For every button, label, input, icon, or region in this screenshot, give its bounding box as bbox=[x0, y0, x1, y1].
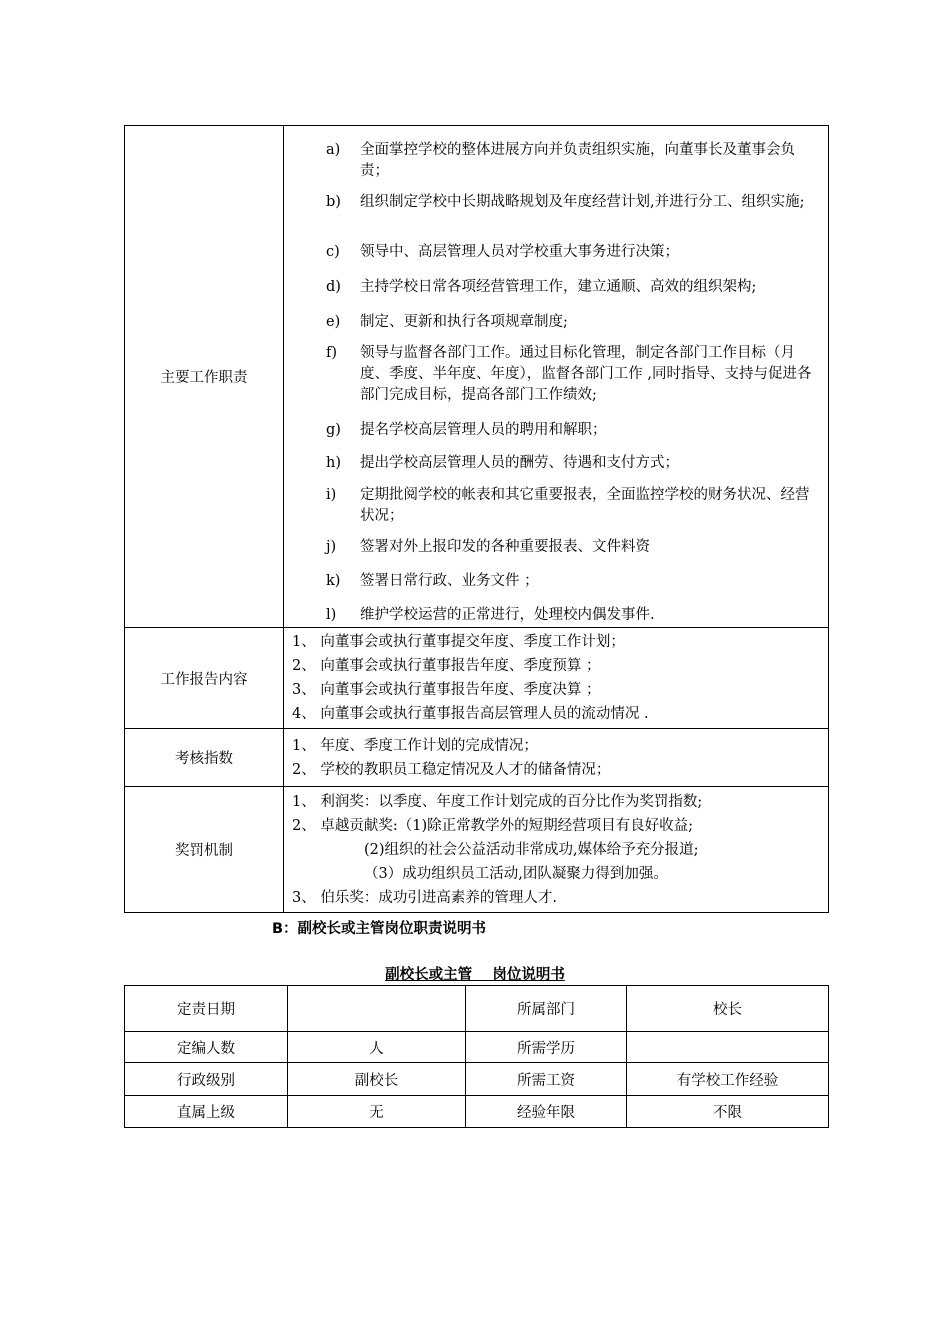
report-line: 4、 向董事会或执行董事报告高层管理人员的流动情况 . bbox=[292, 706, 649, 722]
reward-line: 2、 卓越贡献奖:（1)除正常教学外的短期经营项目有良好收益; bbox=[292, 817, 693, 834]
info-cell: 所属部门 bbox=[466, 986, 627, 1032]
info-cell: 经验年限 bbox=[466, 1096, 627, 1128]
info-cell: 定责日期 bbox=[125, 986, 288, 1032]
reward-label: 奖罚机制 bbox=[125, 787, 284, 913]
duties-label: 主要工作职责 bbox=[125, 126, 284, 628]
duty-item: h) 提出学校高层管理人员的酬劳、待遇和支付方式； bbox=[326, 455, 679, 471]
report-cell bbox=[284, 628, 829, 729]
section-title: B：副校长或主管岗位职责说明书 bbox=[272, 921, 487, 937]
info-cell: 直属上级 bbox=[125, 1096, 288, 1128]
reward-line: （3）成功组织员工活动,团队凝聚力得到加强。 bbox=[364, 865, 668, 882]
info-cell: 副校长 bbox=[288, 1063, 466, 1096]
duty-item: d) 主持学校日常各项经营管理工作，建立通顺、高效的组织架构; bbox=[326, 279, 757, 295]
duty-item: k) 签署日常行政、业务文件 ； bbox=[326, 573, 539, 589]
table-title: 副校长或主管 岗位说明书 bbox=[385, 967, 565, 983]
duty-item: i) 定期批阅学校的帐表和其它重要报表，全面监控学校的财务状况、经营状况； bbox=[326, 487, 810, 524]
info-cell: 定编人数 bbox=[125, 1032, 288, 1063]
report-label: 工作报告内容 bbox=[125, 628, 284, 729]
info-cell bbox=[288, 986, 466, 1032]
reward-line: 1、 利润奖：以季度、年度工作计划完成的百分比作为奖罚指数; bbox=[292, 793, 703, 810]
assess-cell bbox=[284, 729, 829, 787]
report-line: 3、 向董事会或执行董事报告年度、季度决算 ； bbox=[292, 682, 601, 698]
duty-item: b) 组织制定学校中长期战略规划及年度经营计划,并进行分工、组织实施; bbox=[326, 194, 805, 210]
reward-cell bbox=[284, 787, 829, 913]
duty-item: a) 全面掌控学校的整体进展方向并负责组织实施，向董事长及董事会负责； bbox=[326, 142, 795, 179]
reward-line: 3、 伯乐奖：成功引进高素养的管理人才. bbox=[292, 889, 557, 906]
info-table bbox=[124, 985, 829, 1128]
assess-label: 考核指数 bbox=[125, 729, 284, 787]
info-cell: 无 bbox=[288, 1096, 466, 1128]
report-line: 1、 向董事会或执行董事提交年度、季度工作计划； bbox=[292, 634, 625, 650]
assess-line: 1、 年度、季度工作计划的完成情况； bbox=[292, 737, 538, 754]
reward-line: (2)组织的社会公益活动非常成功,媒体给予充分报道; bbox=[364, 841, 699, 858]
info-cell: 所需工资 bbox=[466, 1063, 627, 1096]
duty-item: c) 领导中、高层管理人员对学校重大事务进行决策； bbox=[326, 244, 679, 260]
info-cell: 有学校工作经验 bbox=[627, 1063, 829, 1096]
duty-item: j) 签署对外上报印发的各种重要报表、文件料资 bbox=[326, 539, 650, 555]
info-cell: 不限 bbox=[627, 1096, 829, 1128]
assess-line: 2、 学校的教职员工稳定情况及人才的储备情况； bbox=[292, 761, 611, 778]
info-cell bbox=[627, 1032, 829, 1063]
report-line: 2、 向董事会或执行董事报告年度、季度预算 ； bbox=[292, 658, 601, 674]
duties-cell bbox=[284, 126, 829, 628]
duty-item: l) 维护学校运营的正常进行，处理校内偶发事件. bbox=[326, 607, 655, 623]
info-cell: 行政级别 bbox=[125, 1063, 288, 1096]
duty-item: g) 提名学校高层管理人员的聘用和解职； bbox=[326, 422, 607, 438]
duty-item: f) 领导与监督各部门工作。通过目标化管理，制定各部门工作目标（月度、季度、半年度、年度），监督各部门工作 ,同时指导、支持与促进各部门完成目标，提高各部门工作绩效; bbox=[326, 345, 812, 403]
info-cell: 人 bbox=[288, 1032, 466, 1063]
info-cell: 所需学历 bbox=[466, 1032, 627, 1063]
info-cell: 校长 bbox=[627, 986, 829, 1032]
duty-item: e) 制定、更新和执行各项规章制度; bbox=[326, 314, 568, 330]
duty-table bbox=[124, 125, 829, 913]
